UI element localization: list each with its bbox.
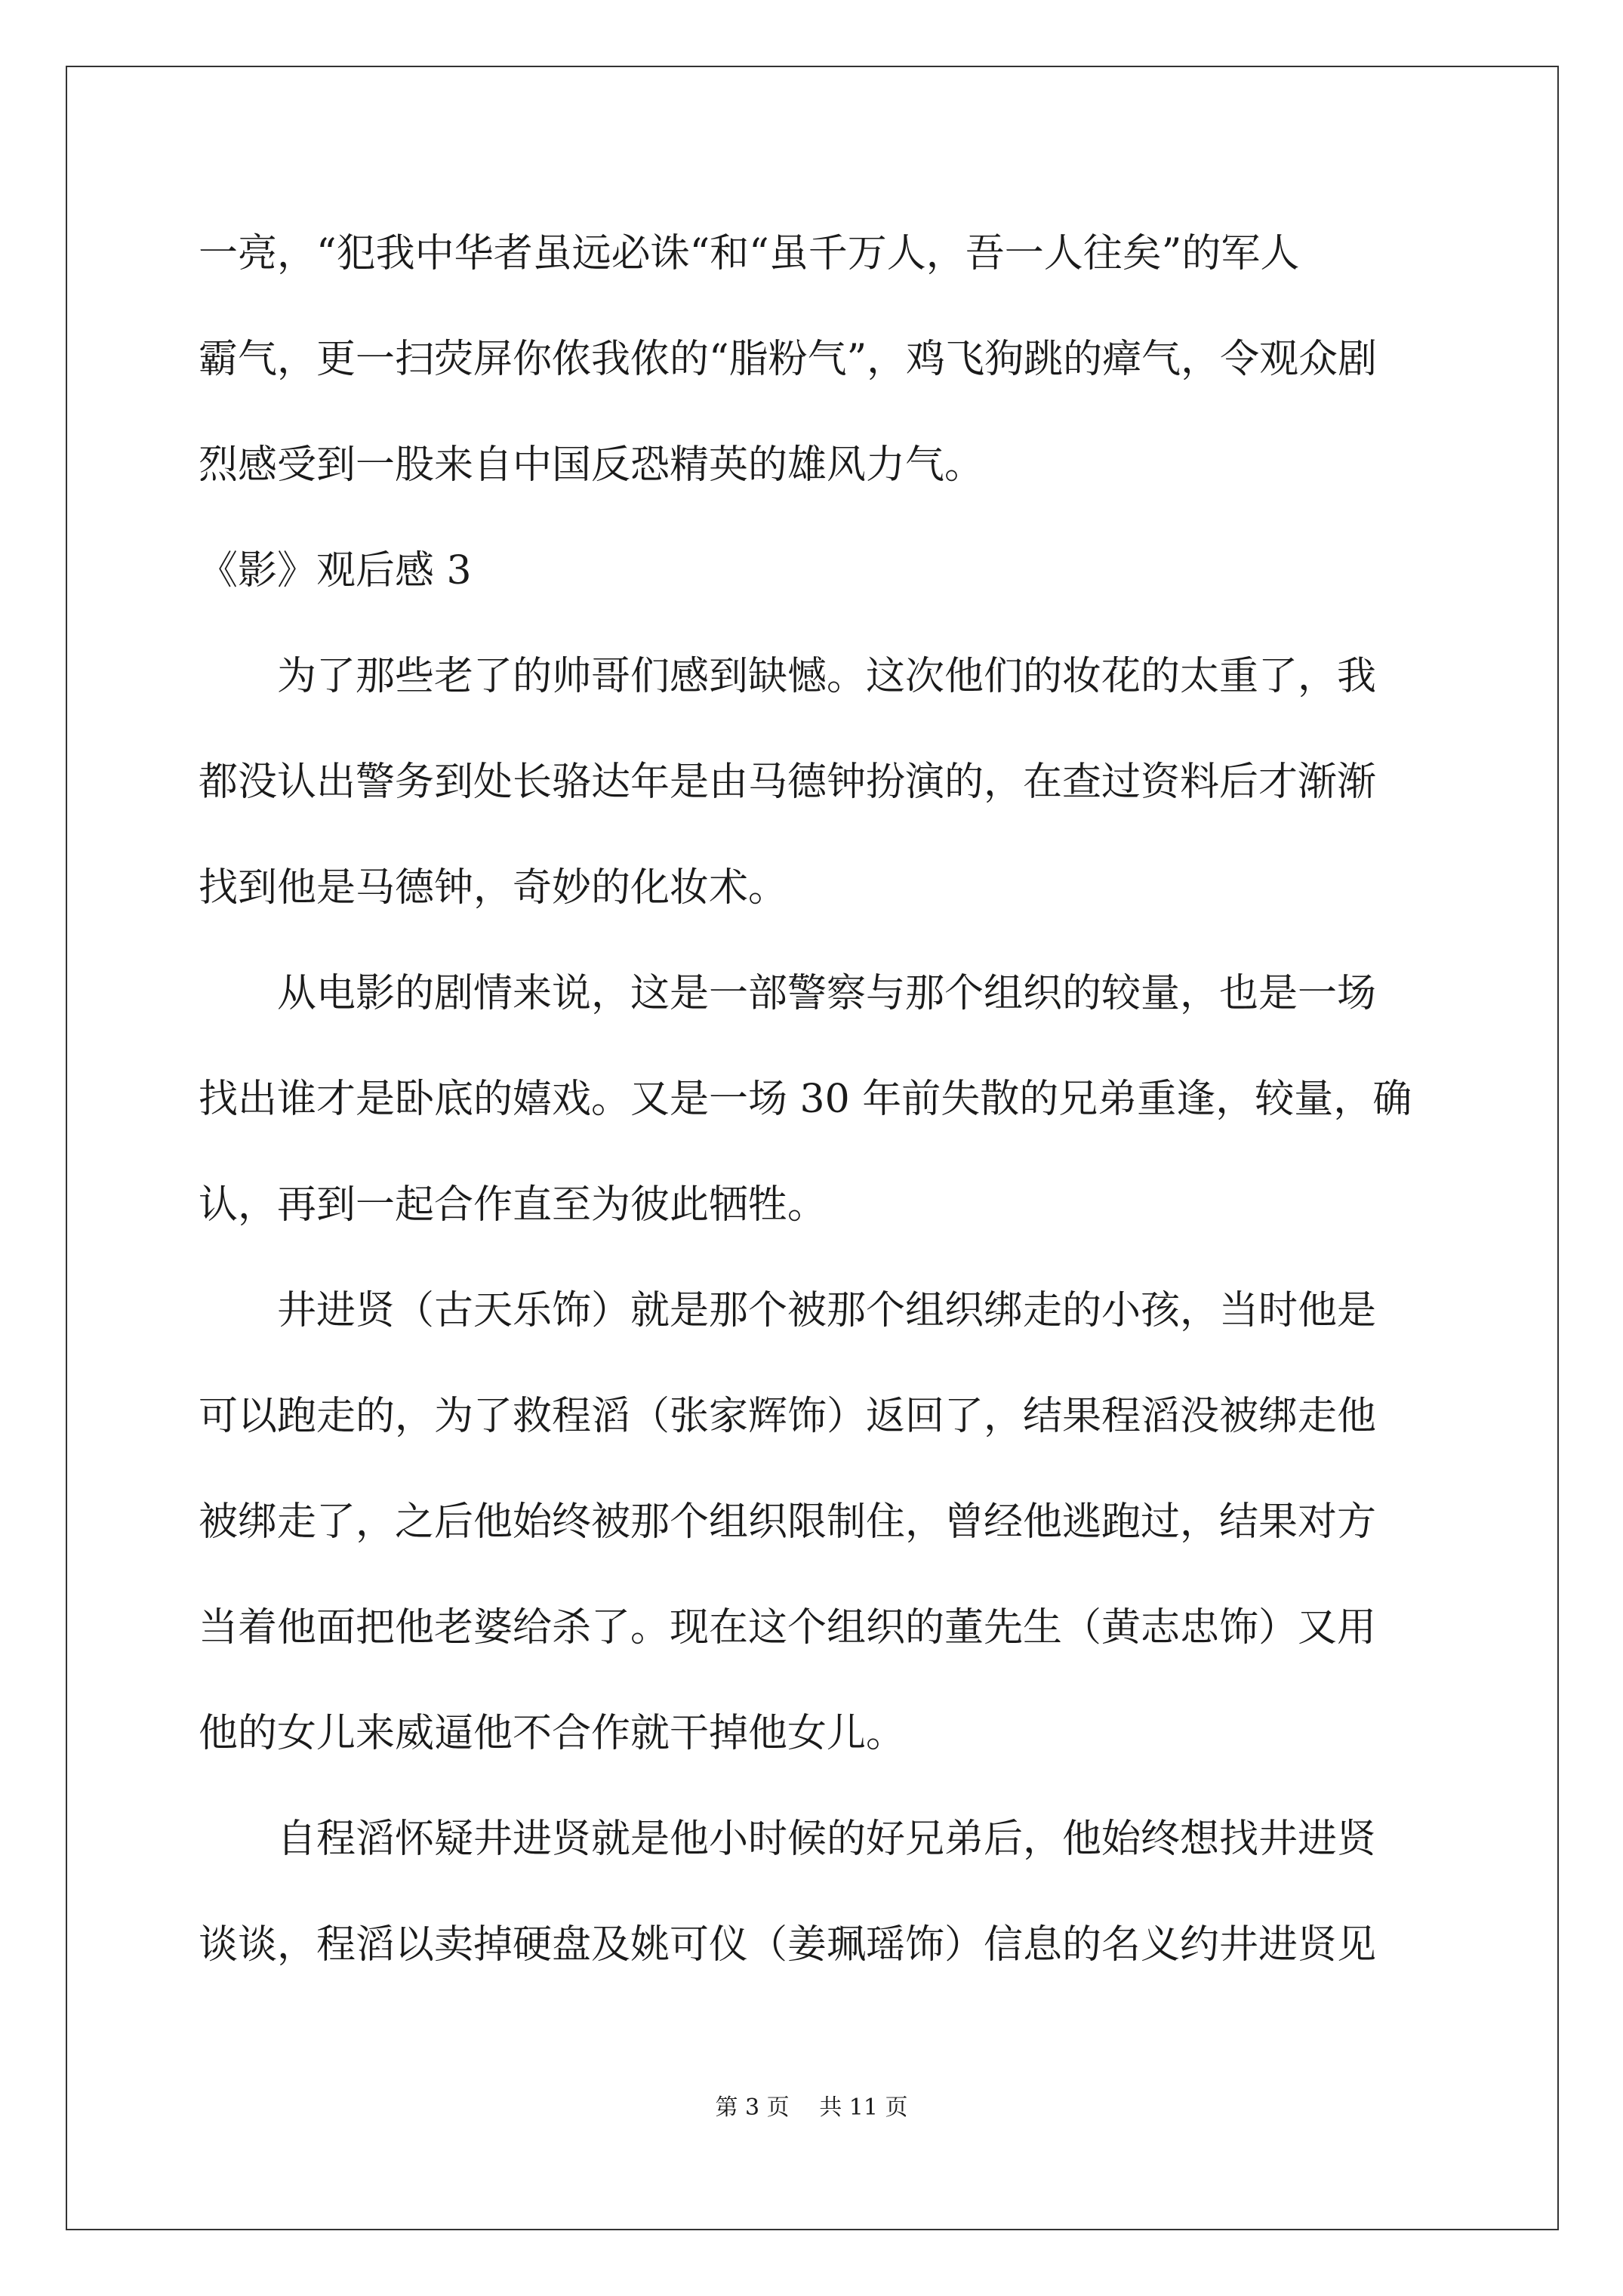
page-footer: 第 3 页 共 11 页 (715, 2094, 908, 2121)
text-line: 霸气，更一扫荧屏你侬我侬的“脂粉气”，鸡飞狗跳的瘴气，令观众剧 (199, 337, 1378, 382)
text-line: 认，再到一起合作直至为彼此牺牲。 (199, 1182, 827, 1228)
text-line: 他的女儿来威逼他不合作就干掉他女儿。 (199, 1711, 906, 1756)
text-line: 找到他是马德钟，奇妙的化妆术。 (199, 865, 788, 911)
text-line: 一亮，“犯我中华者虽远必诛“和“虽千万人，吾一人往矣”的军人 (199, 231, 1300, 276)
text-line: 自程滔怀疑井进贤就是他小时候的好兄弟后，他始终想找井进贤 (199, 1817, 1377, 1862)
text-line: 都没认出警务到处长骆达年是由马德钟扮演的，在查过资料后才渐渐 (199, 760, 1377, 805)
text-line: 被绑走了，之后他始终被那个组织限制住，曾经他逃跑过，结果对方 (199, 1499, 1377, 1545)
text-line: 当着他面把他老婆给杀了。现在这个组织的董先生（黄志忠饰）又用 (199, 1605, 1377, 1650)
text-line: 从电影的剧情来说，这是一部警察与那个组织的较量，也是一场 (199, 971, 1377, 1016)
text-line: 为了那些老了的帅哥们感到缺憾。这次他们的妆花的太重了，我 (199, 654, 1377, 699)
page-border (66, 66, 1559, 2230)
text-line: 可以跑走的，为了救程滔（张家辉饰）返回了，结果程滔没被绑走他 (199, 1394, 1377, 1439)
text-line: 谈谈，程滔以卖掉硬盘及姚可仪（姜珮瑶饰）信息的名义约井进贤见 (199, 1922, 1377, 1968)
text-line: 找出谁才是卧底的嬉戏。又是一场 30 年前失散的兄弟重逢，较量，确 (199, 1077, 1412, 1122)
text-line: 烈感受到一股来自中国反恐精英的雄风力气。 (199, 442, 984, 488)
text-line: 井进贤（古天乐饰）就是那个被那个组织绑走的小孩，当时他是 (199, 1288, 1377, 1333)
section-heading: 《影》观后感 3 (199, 548, 472, 593)
